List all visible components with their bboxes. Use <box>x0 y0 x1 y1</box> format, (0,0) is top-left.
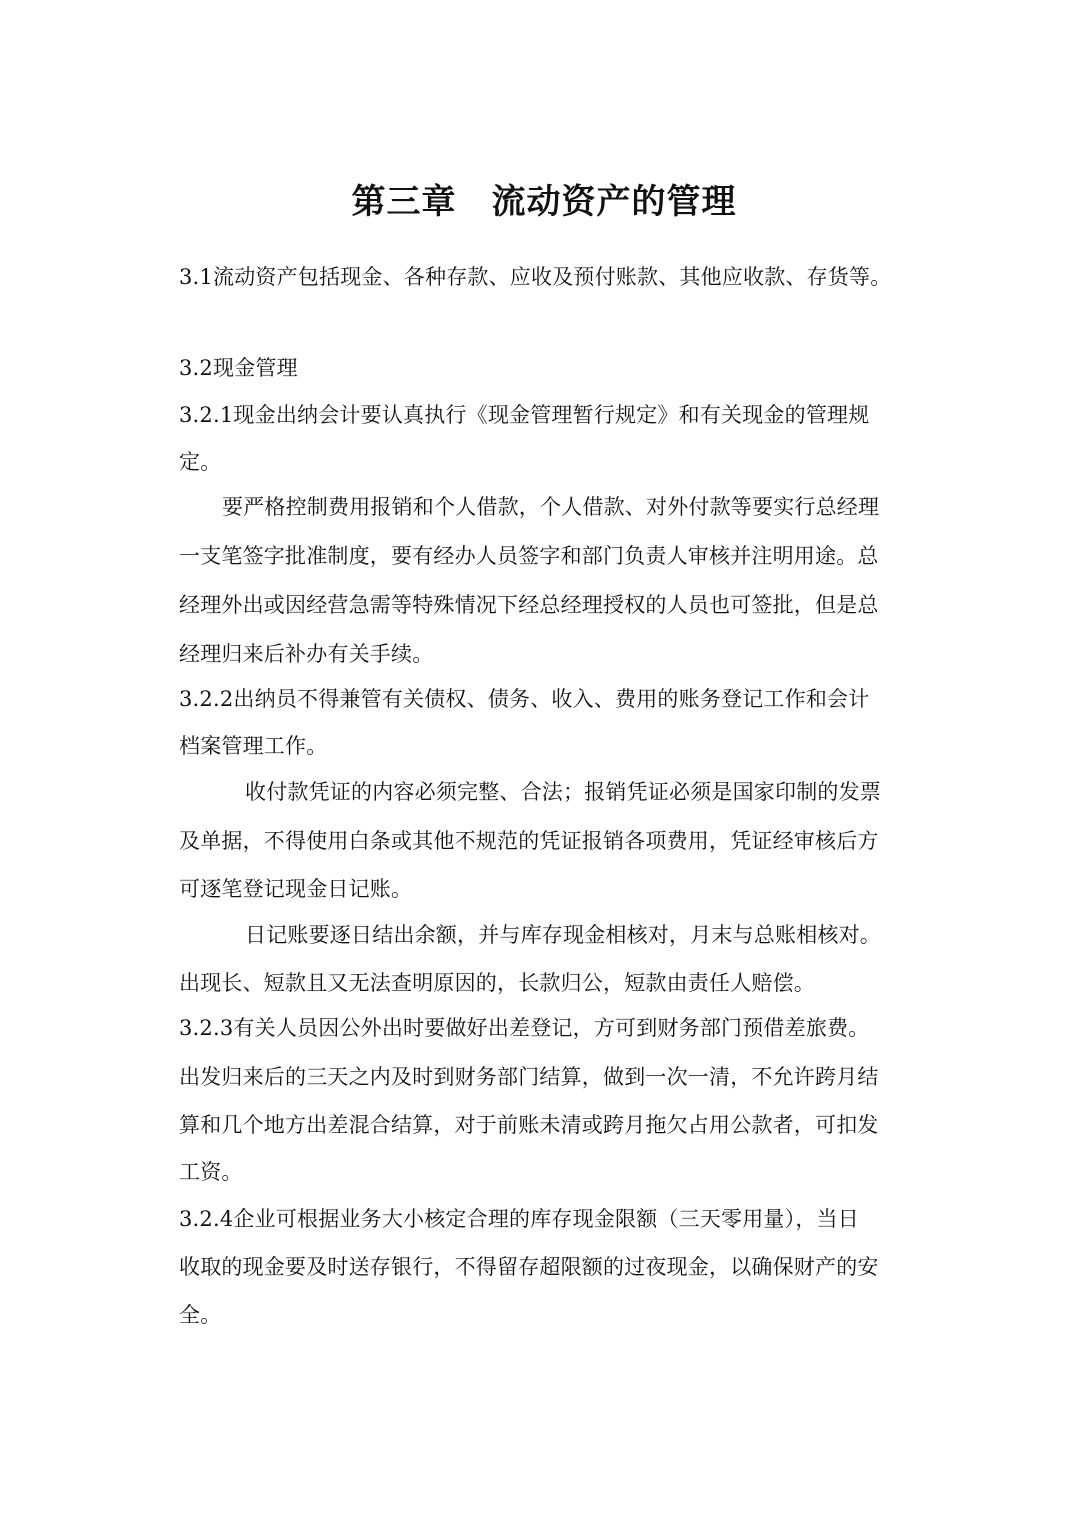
text-line: 3.2.4企业可根据业务大小核定合理的库存现金限额（三天零用量），当日 <box>179 1207 859 1231</box>
text-line: 定。 <box>179 450 222 474</box>
text-line: 及单据，不得使用白条或其他不规范的凭证报销各项费用，凭证经审核后方 <box>179 829 879 853</box>
text-line: 3.2.1现金出纳会计要认真执行《现金管理暂行规定》和有关现金的管理规 <box>179 403 870 427</box>
text-line: 经理外出或因经营急需等特殊情况下经总经理授权的人员也可签批，但是总 <box>179 593 879 617</box>
text-line: 全。 <box>179 1303 222 1327</box>
text-line: 收取的现金要及时送存银行，不得留存超限额的过夜现金，以确保财产的安 <box>179 1255 879 1279</box>
text-line: 3.2.2出纳员不得兼管有关债权、债务、收入、费用的账务登记工作和会计 <box>179 687 870 711</box>
text-line: 3.2.3有关人员因公外出时要做好出差登记，方可到财务部门预借差旅费。 <box>179 1016 870 1040</box>
paragraph-3-1: 3.1流动资产包括现金、各种存款、应收及预付账款、其他应收款、存货等。 <box>179 265 892 289</box>
text-line: 出现长、短款且又无法查明原因的，长款归公，短款由责任人赔偿。 <box>179 971 815 995</box>
text-line: 要严格控制费用报销和个人借款，个人借款、对外付款等要实行总经理 <box>222 495 880 519</box>
text-line: 算和几个地方出差混合结算，对于前账未清或跨月拖欠占用公款者，可扣发 <box>179 1113 879 1137</box>
text-line: 可逐笔登记现金日记账。 <box>179 877 413 901</box>
text-line: 日记账要逐日结出余额，并与库存现金相核对，月末与总账相核对。 <box>245 923 881 947</box>
text-line: 工资。 <box>179 1160 243 1184</box>
text-line: 经理归来后补办有关手续。 <box>179 642 434 666</box>
text-line: 出发归来后的三天之内及时到财务部门结算，做到一次一清，不允许跨月结 <box>179 1065 879 1089</box>
text-line: 收付款凭证的内容必须完整、合法；报销凭证必须是国家印制的发票 <box>245 780 881 804</box>
chapter-title: 第三章 流动资产的管理 <box>351 182 737 222</box>
section-3-2-heading: 3.2现金管理 <box>179 356 298 380</box>
text-line: 一支笔签字批准制度，要有经办人员签字和部门负责人审核并注明用途。总 <box>179 544 879 568</box>
text-line: 档案管理工作。 <box>179 734 328 758</box>
